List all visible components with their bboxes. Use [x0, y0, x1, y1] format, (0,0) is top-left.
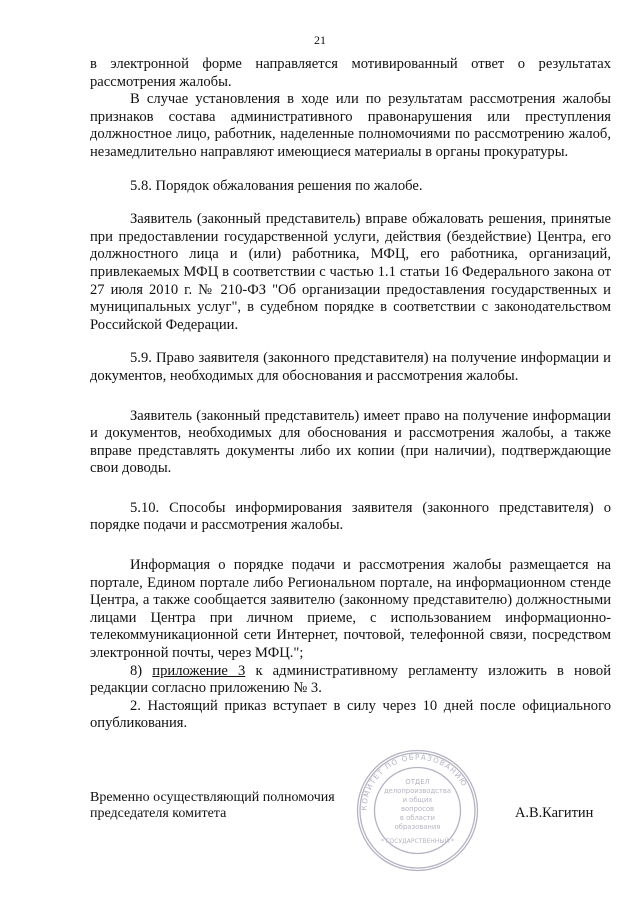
signature-title-line-2: председателя комитета — [90, 806, 227, 821]
paragraph-information-rights: Заявитель (законный представитель) имеет право на получение информации и документов, необходимых для обоснования и рассмотрения жалобы, а также вправе представлять документы либо их копии (при наличии), подтверждающие свои доводы. — [90, 407, 611, 477]
section-heading-5-9: 5.9. Право заявителя (законного представителя) на получение информации и документов, необходимых для обоснования и рассмотрения жалобы. — [90, 350, 611, 384]
signatory-name: А.В.Кагитин — [515, 805, 594, 821]
stamp-line-3: и общих — [402, 796, 433, 804]
document-body — [90, 56, 611, 733]
annex-item-prefix: 8) — [130, 662, 153, 679]
paragraph-appeal-rights: Заявитель (законный представитель) вправе обжаловать решения, принятые при предоставлении государственной услуги, действия (бездействие) Центра, его должностного лица и (или) работника, МФЦ, его работника, организаций, привлекаемых МФЦ в соответствии с частью 1.1 статьи 16 Федерального закона от 27 июля 2010 г. № 210-ФЗ "Об организации предоставления государственных и муниципальных услуг", в судебном порядке в соответствии с законодательством Российской Федерации. — [90, 211, 611, 333]
section-heading-5-10: 5.10. Способы информирования заявителя (законного представителя) о порядке подачи и рассмотрения жалобы. — [90, 499, 611, 534]
paragraph-informing-text: Информация о порядке подачи и рассмотрения жалобы размещается на портале, Едином портале либо Региональном портале, на информационном стенде Центра, а также сообщается заявителю (законному представителю) должностными лицами Центра при личном приеме, с использованием информационно-телекоммуникационной сети Интернет, почтовой, телефонной связи, посредством электронной почты, через МФЦ."; — [90, 557, 611, 662]
paragraph-effective-date: 2. Настоящий приказ вступает в силу через 10 дней после официального опубликования. — [90, 697, 611, 732]
stamp-line-5: в области — [399, 814, 436, 822]
paragraph-informing-methods — [90, 557, 611, 663]
stamp-ring-text: КОМИТЕТ ПО ОБРАЗОВАНИЮ — [359, 752, 470, 811]
annex-item-suffix: к административному регламенту изложить в новой редакции согласно приложению № 3. — [90, 662, 612, 697]
stamp-line-6: образования — [394, 823, 441, 831]
signature-title — [90, 790, 390, 822]
stamp-line-1: ОТДЕЛ — [405, 778, 430, 786]
paragraph-annex-item — [90, 663, 611, 698]
stamp-line-2: делопроизводства — [383, 787, 452, 795]
stamp-line-4: вопросов — [401, 805, 434, 813]
stamp-line-7: * ГОСУДАРСТВЕННЫЙ * — [380, 838, 455, 845]
annex-link: приложение 3 — [152, 662, 246, 679]
paragraph-continuation: в электронной форме направляется мотивированный ответ о результатах рассмотрения жалобы. — [90, 56, 611, 90]
paragraph-prosecution: В случае установления в ходе или по результатам рассмотрения жалобы признаков состава административного правонарушения или преступления должностное лицо, работник, наделенные полномочиями по рассмотрению жалоб, незамедлительно направляют имеющиеся материалы в органы прокуратуры. — [90, 91, 611, 160]
page-number: 21 — [314, 33, 326, 47]
official-stamp — [355, 748, 480, 873]
signature-title-line-1: Временно осуществляющий полномочия — [90, 790, 335, 805]
section-heading-5-8: 5.8. Порядок обжалования решения по жалобе. — [130, 177, 423, 194]
